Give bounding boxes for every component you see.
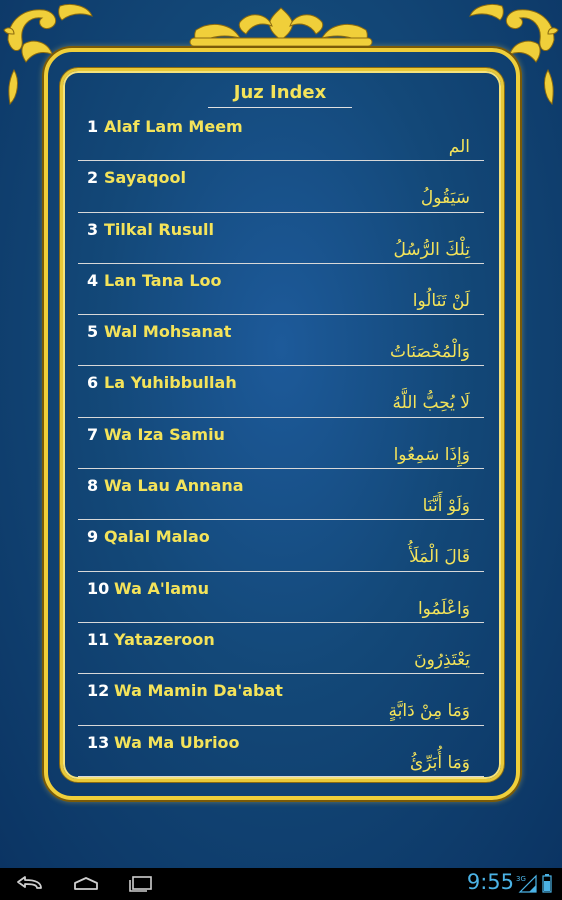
- juz-list-item[interactable]: [78, 315, 484, 366]
- juz-list-item[interactable]: [78, 623, 484, 674]
- juz-list-item[interactable]: [78, 469, 484, 520]
- juz-number: 7: [87, 424, 99, 444]
- juz-arabic-name: تِلْكَ الرُّسُلُ: [393, 239, 470, 260]
- juz-name: Qalal Malao: [104, 527, 210, 547]
- juz-number: 13: [87, 732, 110, 752]
- juz-list-item[interactable]: [78, 161, 484, 212]
- juz-arabic-name: لَنْ تَنَالُوا: [412, 290, 470, 311]
- juz-arabic-name: يَعْتَذِرُونَ: [414, 649, 470, 670]
- juz-number: 8: [87, 476, 99, 496]
- juz-list: [78, 110, 484, 777]
- juz-name: Wa Ma Ubrioo: [114, 732, 240, 752]
- juz-list-item[interactable]: [78, 213, 484, 264]
- recent-apps-button[interactable]: [118, 872, 162, 896]
- juz-name: Yatazeroon: [114, 629, 215, 649]
- juz-number: 10: [87, 578, 110, 598]
- network-type-label: 3G: [516, 875, 526, 883]
- recent-apps-icon: [125, 875, 155, 893]
- juz-number: 6: [87, 373, 99, 393]
- juz-name: Wa Iza Samiu: [104, 424, 225, 444]
- juz-list-item[interactable]: [78, 264, 484, 315]
- back-button[interactable]: [8, 872, 52, 896]
- juz-list-item[interactable]: [78, 366, 484, 417]
- juz-number: 4: [87, 270, 99, 290]
- juz-list-item[interactable]: [78, 520, 484, 571]
- juz-number: 12: [87, 681, 110, 701]
- back-icon: [15, 876, 45, 892]
- juz-arabic-name: وَمَا أُبَرِّئُ: [409, 752, 470, 773]
- juz-arabic-name: وَمَا مِنْ دَابَّةٍ: [388, 701, 470, 722]
- juz-arabic-name: الم: [448, 137, 470, 157]
- juz-number: 5: [87, 322, 99, 342]
- juz-list-item[interactable]: [78, 110, 484, 161]
- juz-name: La Yuhibbullah: [104, 373, 237, 393]
- juz-name: Wa Lau Annana: [104, 476, 244, 496]
- juz-name: Lan Tana Loo: [104, 270, 222, 290]
- juz-name: Tilkal Rusull: [104, 219, 214, 239]
- juz-arabic-name: وَاعْلَمُوا: [417, 598, 470, 619]
- juz-arabic-name: وَلَوْ أَنَّنَا: [422, 496, 470, 517]
- battery-icon: [542, 874, 552, 894]
- status-clock: 9:55: [466, 870, 514, 894]
- juz-arabic-name: لَا يُحِبُّ اللَّهُ: [392, 393, 470, 414]
- juz-name: Wa Mamin Da'abat: [114, 681, 283, 701]
- juz-name: Wa A'lamu: [114, 578, 210, 598]
- juz-list-item[interactable]: [78, 674, 484, 725]
- home-icon: [71, 876, 101, 892]
- juz-arabic-name: وَإِذَا سَمِعُوا: [393, 444, 470, 465]
- juz-name: Alaf Lam Meem: [104, 117, 243, 136]
- juz-number: 3: [87, 219, 99, 239]
- juz-name: Wal Mohsanat: [104, 322, 232, 342]
- juz-list-item[interactable]: [78, 726, 484, 777]
- juz-list-item[interactable]: [78, 572, 484, 623]
- juz-number: 9: [87, 527, 99, 547]
- juz-arabic-name: سَيَقُولُ: [420, 188, 470, 209]
- juz-number: 11: [87, 629, 110, 649]
- home-button[interactable]: [64, 872, 108, 896]
- page-title: Juz Index: [208, 80, 352, 108]
- juz-list-item[interactable]: [78, 418, 484, 469]
- juz-number: 2: [87, 168, 99, 188]
- status-icons: [516, 874, 556, 894]
- juz-number: 1: [87, 117, 99, 136]
- juz-arabic-name: قَالَ الْمَلَأُ: [409, 547, 470, 568]
- system-nav-bar: [0, 868, 562, 900]
- signal-icon: [516, 874, 538, 894]
- juz-arabic-name: وَالْمُحْصَنَاتُ: [390, 342, 470, 363]
- juz-name: Sayaqool: [104, 168, 186, 188]
